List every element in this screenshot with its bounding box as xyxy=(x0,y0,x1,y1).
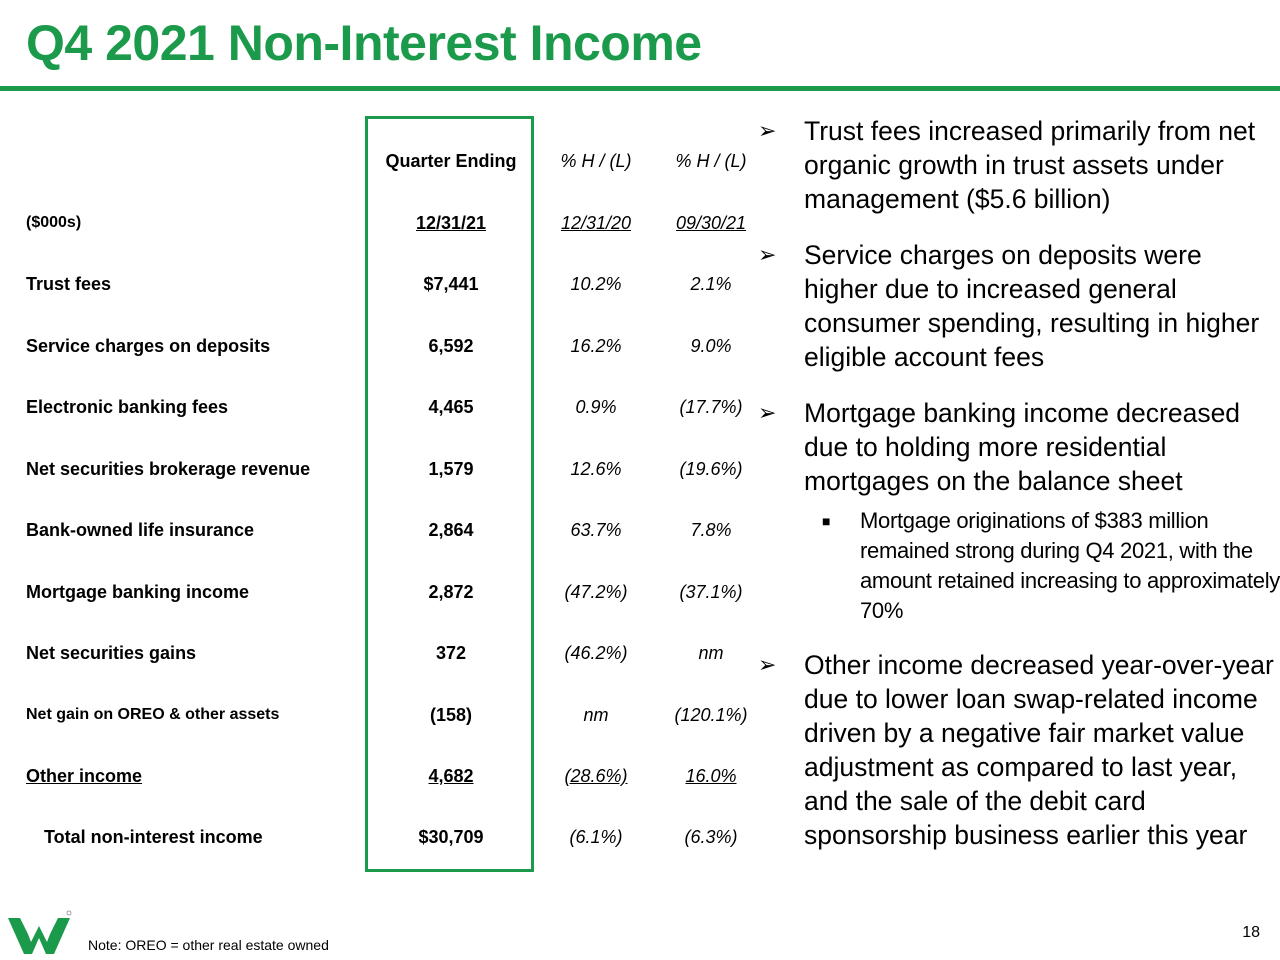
header-change-prior-quarter: % H / (L) xyxy=(675,151,747,171)
row-change-prior-year: 0.9% xyxy=(575,397,617,417)
total-value: $30,709 xyxy=(418,827,484,847)
bullet-mortgage-banking xyxy=(758,396,1280,498)
row-value: 372 xyxy=(435,643,467,663)
row-value: 6,592 xyxy=(428,336,474,356)
sub-bullet-originations xyxy=(758,506,1280,626)
footnote: Note: OREO = other real estate owned xyxy=(88,937,329,953)
arrow-bullet-icon: ➢ xyxy=(758,242,777,267)
total-label: Total non-interest income xyxy=(44,827,263,847)
row-change-prior-year: 63.7% xyxy=(570,520,622,540)
bullet-text: Service charges on deposits were higher due to increased general consumer spending, resulting in higher eligible account fees xyxy=(804,240,1260,372)
row-value: 4,465 xyxy=(428,397,474,417)
row-change-prior-year: nm xyxy=(583,705,609,725)
sub-bullet-text: Mortgage originations of $383 million remained strong during Q4 2021, with the amount retained increasing to approximately 70% xyxy=(860,508,1280,623)
square-bullet-icon: ■ xyxy=(822,513,831,529)
bullet-trust-fees xyxy=(758,114,1280,216)
bullet-text: Trust fees increased primarily from net organic growth in trust assets under management ($5.6 billion) xyxy=(804,116,1256,214)
row-label-mortgage-banking: Mortgage banking income xyxy=(26,582,250,602)
row-change-prior-year: (46.2%) xyxy=(564,643,628,663)
row-change-prior-quarter: (37.1%) xyxy=(679,582,743,602)
date-prior-year: 12/31/20 xyxy=(560,213,632,233)
commentary-bullets xyxy=(758,114,1280,852)
row-change-prior-quarter: (19.6%) xyxy=(679,459,743,479)
arrow-bullet-icon: ➢ xyxy=(758,118,777,143)
row-change-prior-year: 16.2% xyxy=(570,336,622,356)
row-change-prior-year: 10.2% xyxy=(570,274,622,294)
row-label-electronic-banking: Electronic banking fees xyxy=(26,397,229,417)
header-change-prior-year: % H / (L) xyxy=(560,151,632,171)
row-change-prior-year: (47.2%) xyxy=(564,582,628,602)
bullet-service-charges xyxy=(758,238,1280,374)
row-label-bank-owned-life-insurance: Bank-owned life insurance xyxy=(26,520,255,540)
row-label-other-income: Other income xyxy=(26,766,143,786)
page-title: Q4 2021 Non-Interest Income xyxy=(26,15,702,71)
arrow-bullet-icon: ➢ xyxy=(758,652,777,677)
arrow-bullet-icon: ➢ xyxy=(758,400,777,425)
total-change-prior-year: (6.1%) xyxy=(569,827,623,847)
row-label-brokerage-revenue: Net securities brokerage revenue xyxy=(26,459,311,479)
row-change-prior-quarter: 7.8% xyxy=(690,520,732,540)
bullet-text: Other income decreased year-over-year due to lower loan swap-related income driven by a negative fair market value adjustment as compared to last year, and the sale of the debit card sponsorship business earlier this year xyxy=(804,650,1274,850)
page-number: 18 xyxy=(1242,924,1260,941)
units-label: ($000s) xyxy=(26,214,82,231)
row-label-oreo-gain: Net gain on OREO & other assets xyxy=(26,706,280,723)
bullet-other-income xyxy=(758,648,1280,852)
row-change-prior-year: (28.6%) xyxy=(564,766,628,786)
row-value: $7,441 xyxy=(423,274,479,294)
row-change-prior-quarter: 2.1% xyxy=(690,274,732,294)
date-prior-quarter: 09/30/21 xyxy=(675,213,747,233)
row-value: 2,872 xyxy=(428,582,474,602)
row-label-securities-gains: Net securities gains xyxy=(26,643,197,663)
date-current-quarter: 12/31/21 xyxy=(415,213,487,233)
row-value: 4,682 xyxy=(428,766,474,786)
row-change-prior-quarter: nm xyxy=(698,643,724,663)
row-value: (158) xyxy=(429,705,473,725)
row-change-prior-quarter: 9.0% xyxy=(690,336,732,356)
company-logo-icon xyxy=(6,908,72,956)
row-label-service-charges: Service charges on deposits xyxy=(26,336,271,356)
header-quarter-ending: Quarter Ending xyxy=(385,151,517,171)
row-change-prior-quarter: (120.1%) xyxy=(674,705,748,725)
bullet-text: Mortgage banking income decreased due to holding more residential mortgages on the balance sheet xyxy=(804,398,1241,496)
row-label-trust-fees: Trust fees xyxy=(26,274,112,294)
row-value: 1,579 xyxy=(428,459,474,479)
total-change-prior-quarter: (6.3%) xyxy=(684,827,738,847)
row-change-prior-quarter: (17.7%) xyxy=(679,397,743,417)
row-change-prior-year: 12.6% xyxy=(570,459,622,479)
row-value: 2,864 xyxy=(428,520,474,540)
row-change-prior-quarter: 16.0% xyxy=(685,766,737,786)
title-rule xyxy=(0,86,1280,91)
